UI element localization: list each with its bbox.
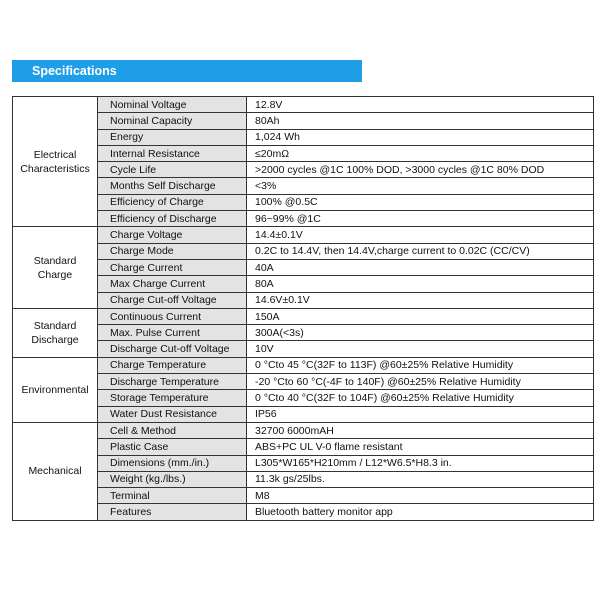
spec-row [13, 194, 594, 210]
spec-row [13, 504, 594, 520]
spec-value: 0 °Cto 45 °C(32F to 113F) @60±25% Relative Humidity [247, 357, 594, 373]
spec-label: Plastic Case [98, 439, 247, 455]
group-title: Mechanical [13, 422, 98, 520]
spec-value: 0 °Cto 40 °C(32F to 104F) @60±25% Relative Humidity [247, 390, 594, 406]
spec-value: 14.6V±0.1V [247, 292, 594, 308]
spec-label: Efficiency of Discharge [98, 211, 247, 227]
specifications-header [12, 60, 362, 82]
spec-label: Charge Mode [98, 243, 247, 259]
spec-label: Discharge Cut-off Voltage [98, 341, 247, 357]
spec-label: Charge Voltage [98, 227, 247, 243]
spec-label: Dimensions (mm./in.) [98, 455, 247, 471]
spec-value: 32700 6000mAH [247, 422, 594, 438]
spec-value: 100% @0.5C [247, 194, 594, 210]
spec-value: 14.4±0.1V [247, 227, 594, 243]
spec-label: Max Charge Current [98, 276, 247, 292]
group-title: Environmental [13, 357, 98, 422]
spec-label: Features [98, 504, 247, 520]
spec-label: Internal Resistance [98, 145, 247, 161]
spec-label: Terminal [98, 488, 247, 504]
spec-row [13, 471, 594, 487]
spec-row [13, 455, 594, 471]
spec-row [13, 308, 594, 324]
spec-row [13, 488, 594, 504]
specifications-table [12, 96, 594, 521]
spec-value: M8 [247, 488, 594, 504]
spec-value: -20 °Cto 60 °C(-4F to 140F) @60±25% Relative Humidity [247, 374, 594, 390]
spec-label: Energy [98, 129, 247, 145]
spec-label: Months Self Discharge [98, 178, 247, 194]
spec-label: Charge Cut-off Voltage [98, 292, 247, 308]
spec-label: Charge Current [98, 259, 247, 275]
spec-value: 10V [247, 341, 594, 357]
spec-row [13, 276, 594, 292]
spec-row [13, 390, 594, 406]
spec-row [13, 113, 594, 129]
spec-label: Weight (kg./lbs.) [98, 471, 247, 487]
spec-value: 40A [247, 259, 594, 275]
spec-value: <3% [247, 178, 594, 194]
spec-value: L305*W165*H210mm / L12*W6.5*H8.3 in. [247, 455, 594, 471]
spec-row [13, 211, 594, 227]
spec-row [13, 162, 594, 178]
group-title: Standard Discharge [13, 308, 98, 357]
spec-value: IP56 [247, 406, 594, 422]
spec-row [13, 97, 594, 113]
spec-value: 0.2C to 14.4V, then 14.4V,charge current to 0.02C (CC/CV) [247, 243, 594, 259]
spec-value: ABS+PC UL V-0 flame resistant [247, 439, 594, 455]
spec-value: 96~99% @1C [247, 211, 594, 227]
spec-row [13, 325, 594, 341]
spec-value: 150A [247, 308, 594, 324]
spec-row [13, 145, 594, 161]
spec-row [13, 422, 594, 438]
spec-value: 80Ah [247, 113, 594, 129]
spec-label: Charge Temperature [98, 357, 247, 373]
spec-label: Cell & Method [98, 422, 247, 438]
spec-value: 80A [247, 276, 594, 292]
spec-value: 300A(<3s) [247, 325, 594, 341]
group-title: Standard Charge [13, 227, 98, 308]
spec-row [13, 341, 594, 357]
spec-value: >2000 cycles @1C 100% DOD, >3000 cycles @1C 80% DOD [247, 162, 594, 178]
spec-label: Efficiency of Charge [98, 194, 247, 210]
spec-value: 11.3k gs/25lbs. [247, 471, 594, 487]
spec-row [13, 374, 594, 390]
spec-row [13, 406, 594, 422]
spec-label: Water Dust Resistance [98, 406, 247, 422]
spec-label: Nominal Capacity [98, 113, 247, 129]
spec-label: Nominal Voltage [98, 97, 247, 113]
spec-label: Discharge Temperature [98, 374, 247, 390]
spec-label: Max. Pulse Current [98, 325, 247, 341]
spec-value: 1,024 Wh [247, 129, 594, 145]
spec-row [13, 357, 594, 373]
specifications-title: Specifications [32, 64, 117, 78]
spec-row [13, 227, 594, 243]
spec-row [13, 129, 594, 145]
spec-row [13, 292, 594, 308]
spec-value: Bluetooth battery monitor app [247, 504, 594, 520]
spec-label: Cycle Life [98, 162, 247, 178]
spec-row [13, 439, 594, 455]
spec-label: Storage Temperature [98, 390, 247, 406]
spec-value: 12.8V [247, 97, 594, 113]
spec-label: Continuous Current [98, 308, 247, 324]
spec-row [13, 259, 594, 275]
spec-value: ≤20mΩ [247, 145, 594, 161]
spec-row [13, 243, 594, 259]
group-title: Electrical Characteristics [13, 97, 98, 227]
spec-row [13, 178, 594, 194]
